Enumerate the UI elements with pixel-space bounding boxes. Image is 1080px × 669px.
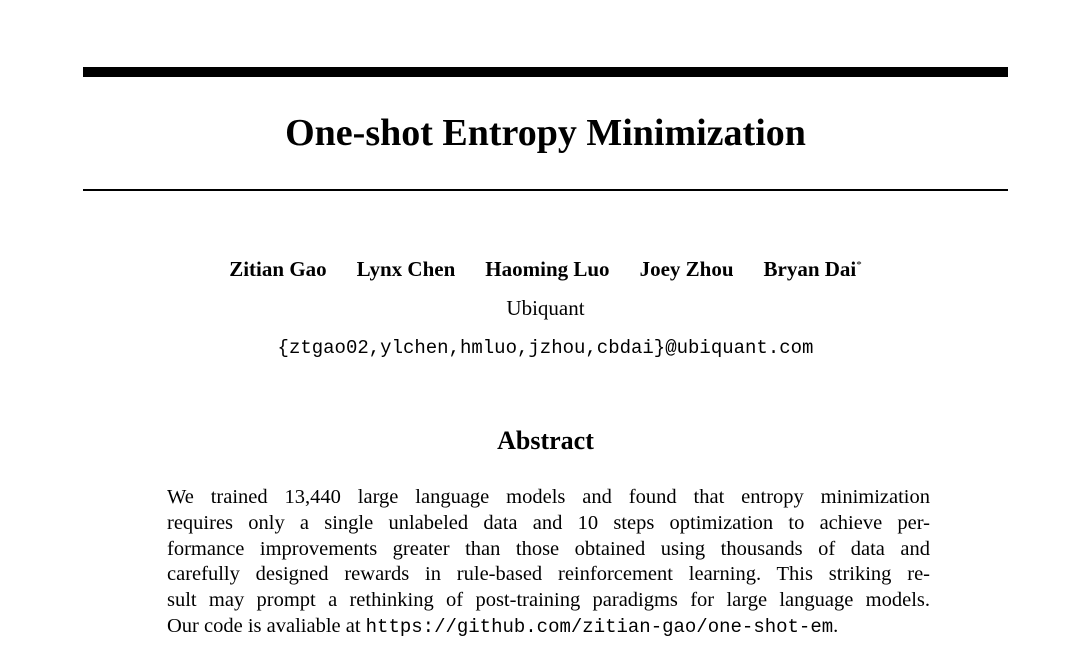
author-list — [83, 256, 1008, 282]
author-name — [357, 256, 456, 282]
abstract-heading: Abstract — [497, 426, 594, 455]
author-name — [764, 256, 862, 282]
abstract-line: carefully designed rewards in rule-based reinforcement learning. This striking re- — [167, 563, 930, 586]
author-name-text: Zitian Gao — [229, 257, 327, 281]
abstract-last-line — [167, 614, 930, 641]
author-emails: {ztgao02,ylchen,hmluo,jzhou,cbdai}@ubiquant.com — [277, 337, 814, 359]
paper-title: One-shot Entropy Minimization — [285, 112, 806, 154]
code-url-link[interactable]: https://github.com/zitian-gao/one-shot-em — [365, 615, 834, 638]
top-thick-rule — [83, 67, 1008, 77]
abstract-line: requires only a single unlabeled data and 10 steps optimization to achieve per- — [167, 511, 930, 534]
author-name — [485, 256, 609, 282]
abstract-line: formance improvements greater than those obtained using thousands of data and — [167, 537, 930, 560]
affiliation: Ubiquant — [506, 296, 585, 320]
abstract-line: We trained 13,440 large language models and found that entropy minimization — [167, 486, 930, 508]
code-availability-text: Our code is avaliable at — [167, 614, 366, 637]
title-bottom-rule — [83, 189, 1008, 191]
author-name-text: Joey Zhou — [639, 257, 734, 281]
abstract-line: sult may prompt a rethinking of post-training paradigms for large language models. — [167, 589, 930, 612]
sentence-end: . — [833, 614, 839, 637]
author-name-text: Haoming Luo — [485, 257, 610, 281]
author-name-text: Lynx Chen — [356, 257, 456, 281]
author-name — [229, 256, 326, 282]
author-name-text: Bryan Dai — [763, 257, 857, 281]
author-name — [640, 256, 734, 282]
abstract-body — [167, 485, 930, 641]
author-footnote-mark: * — [856, 259, 862, 271]
